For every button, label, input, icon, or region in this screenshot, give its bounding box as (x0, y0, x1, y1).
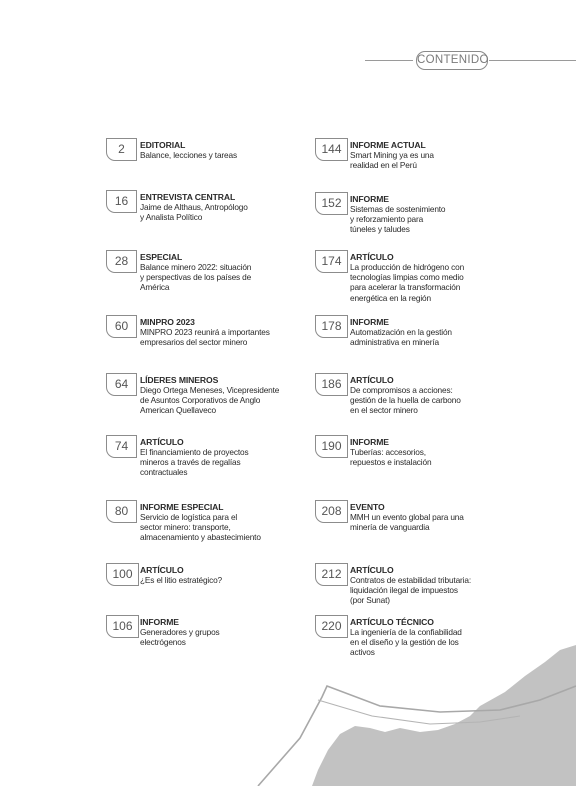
description-line: realidad en el Perú (350, 160, 417, 171)
description-line: Smart Mining ya es una (350, 150, 434, 160)
page-number: 74 (106, 435, 137, 458)
page-number: 186 (315, 373, 348, 396)
description-line: Servicio de logística para el (140, 512, 238, 522)
description-line: y perspectivas de los países de (140, 272, 252, 283)
page-number: 190 (315, 435, 348, 458)
description-line: liquidación ilegal de impuestos (350, 585, 458, 596)
description-line: de Asuntos Corporativos de Anglo (140, 395, 261, 406)
contents-title: CONTENIDO (416, 51, 488, 70)
description-line: Jaime de Althaus, Antropólogo (140, 202, 248, 212)
section-title: ARTÍCULO (350, 375, 394, 385)
description-line: American Quellaveco (140, 405, 217, 416)
section-title: INFORME ACTUAL (350, 140, 426, 150)
section-title: ENTREVISTA CENTRAL (140, 192, 236, 202)
section-title: ESPECIAL (140, 252, 183, 262)
description-line: Balance, lecciones y tareas (140, 150, 237, 160)
section-title: MINPRO 2023 (140, 317, 195, 327)
mountain-shape (312, 645, 576, 786)
page-number: 208 (315, 500, 348, 523)
description-line: Balance minero 2022: situación (140, 262, 252, 272)
page-number: 212 (315, 563, 348, 586)
section-title: ARTÍCULO (350, 565, 394, 575)
description-line: y Analista Político (140, 212, 203, 223)
description-line: sector minero: transporte, (140, 522, 231, 533)
description-line: empresarios del sector minero (140, 337, 248, 348)
description-line: La producción de hidrógeno con (350, 262, 465, 272)
description-line: tecnologías limpias como medio (350, 272, 464, 283)
section-title: INFORME (350, 317, 389, 327)
page-number: 2 (106, 138, 137, 161)
description-line: repuestos e instalación (350, 457, 432, 468)
page-number: 80 (106, 500, 137, 523)
description-line: MINPRO 2023 reunirá a importantes (140, 327, 270, 337)
description-line: América (140, 282, 170, 293)
page-number: 16 (106, 190, 137, 213)
description-line: Generadores y grupos (140, 627, 220, 637)
description-line: La ingeniería de la confiabilidad (350, 627, 462, 637)
description-line: Tuberías: accesorios, (350, 447, 426, 457)
description-line: en el sector minero (350, 405, 418, 416)
description-line: Diego Ortega Meneses, Vicepresidente (140, 385, 280, 395)
section-title: INFORME ESPECIAL (140, 502, 224, 512)
section-title: INFORME (350, 194, 389, 204)
section-title: INFORME (140, 617, 179, 627)
description-line: y reforzamiento para (350, 214, 424, 225)
description-line: El financiamiento de proyectos (140, 447, 249, 457)
page-number: 106 (106, 615, 139, 638)
description-line: contractuales (140, 467, 188, 478)
description-line: minería de vanguardia (350, 522, 430, 533)
description-line: energética en la región (350, 292, 431, 303)
section-title: ARTÍCULO (140, 437, 184, 447)
description-line: (por Sunat) (350, 595, 390, 606)
page-number: 60 (106, 315, 137, 338)
description-line: ¿Es el litio estratégico? (140, 575, 223, 585)
section-title: LÍDERES MINEROS (140, 375, 219, 385)
page-number: 28 (106, 250, 137, 273)
section-title: EDITORIAL (140, 140, 186, 150)
description-line: túneles y taludes (350, 224, 410, 235)
description-line: MMH un evento global para una (350, 512, 464, 522)
page-number: 144 (315, 138, 348, 161)
description-line: para acelerar la transformación (350, 282, 461, 293)
description-line: Automatización en la gestión (350, 327, 452, 337)
section-title: EVENTO (350, 502, 385, 512)
section-title: ARTÍCULO (350, 252, 394, 262)
page-number: 178 (315, 315, 348, 338)
page-number: 220 (315, 615, 348, 638)
description-line: mineros a través de regalías (140, 457, 241, 468)
description-line: Contratos de estabilidad tributaria: (350, 575, 471, 585)
section-title: ARTÍCULO (140, 565, 184, 575)
section-title: INFORME (350, 437, 389, 447)
page-number: 100 (106, 563, 139, 586)
section-title: ARTÍCULO TÉCNICO (350, 617, 434, 627)
description-line: gestión de la huella de carbono (350, 395, 461, 406)
description-line: Sistemas de sostenimiento (350, 204, 446, 214)
description-line: en el diseño y la gestión de los (350, 637, 459, 648)
description-line: almacenamiento y abastecimiento (140, 532, 261, 543)
description-line: activos (350, 647, 375, 658)
description-line: electrógenos (140, 637, 186, 648)
description-line: administrativa en minería (350, 337, 439, 348)
page-number: 64 (106, 373, 137, 396)
page-number: 152 (315, 192, 348, 215)
page-number: 174 (315, 250, 348, 273)
description-line: De compromisos a acciones: (350, 385, 453, 395)
